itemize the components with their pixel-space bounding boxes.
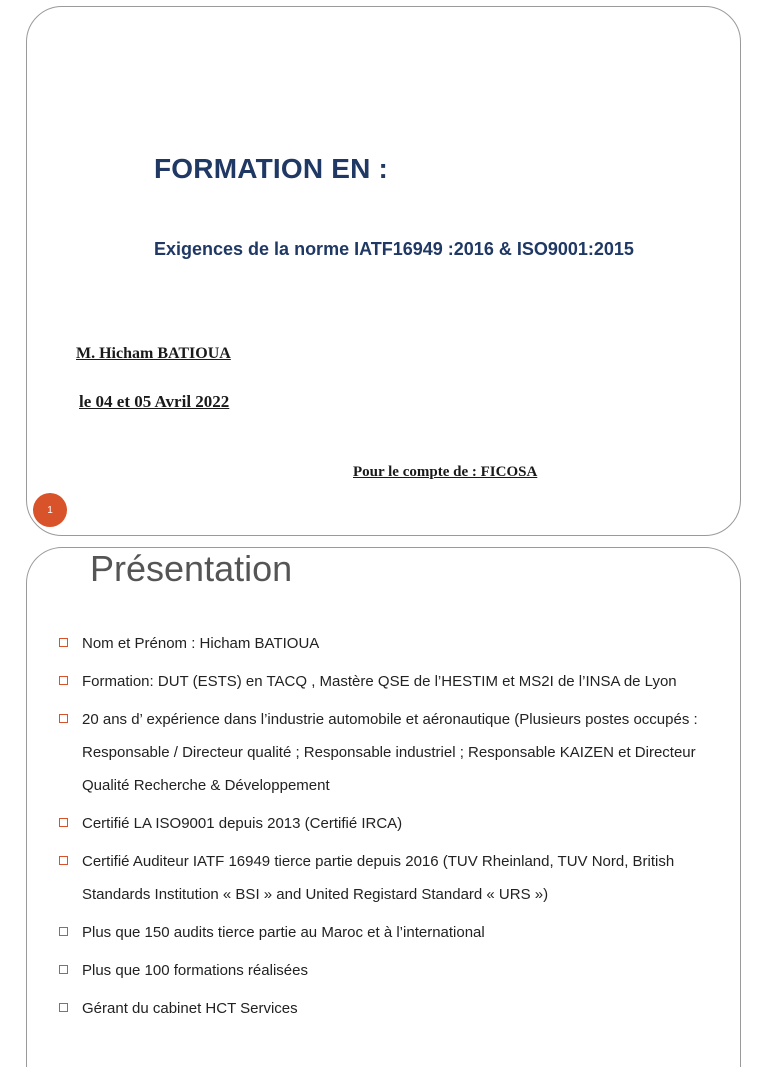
bullet-text: Gérant du cabinet HCT Services <box>82 1000 298 1017</box>
list-item <box>57 703 737 802</box>
list-item <box>57 665 737 698</box>
slide-subtitle: Exigences de la norme IATF16949 :2016 & ISO9001:2015 <box>154 239 634 259</box>
checkbox-bullet-icon <box>59 856 68 865</box>
bullet-text: Formation: DUT (ESTS) en TACQ , Mastère QSE de l’HESTIM et MS2I de l’INSA de Lyon <box>82 673 677 690</box>
bullet-text: Nom et Prénom : Hicham BATIOUA <box>82 635 320 652</box>
bullet-text: Certifié LA ISO9001 depuis 2013 (Certifié IRCA) <box>82 815 403 832</box>
checkbox-bullet-icon <box>59 638 68 647</box>
slide-title: FORMATION EN : <box>154 153 389 184</box>
bullet-text: 20 ans d’ expérience dans l’industrie automobile et aéronautique (Plusieurs postes occupés : Responsable / Directeur qualité ; Responsable industriel ; Responsable KAIZEN et Directeur Qualité Recherche & Développement <box>82 711 698 794</box>
presenter-name: M. Hicham BATIOUA <box>76 345 231 362</box>
list-item <box>57 916 737 949</box>
bullet-list <box>57 627 737 1030</box>
checkbox-bullet-icon <box>59 818 68 827</box>
training-date: le 04 et 05 Avril 2022 <box>79 392 230 411</box>
checkbox-bullet-icon <box>59 676 68 685</box>
presentation-title: Présentation <box>90 548 293 589</box>
client-line: Pour le compte de : FICOSA <box>353 464 538 480</box>
list-item <box>57 627 737 660</box>
list-item <box>57 992 737 1025</box>
slide-2 <box>26 547 741 1067</box>
slide-1 <box>26 6 741 536</box>
bullet-text: Plus que 150 audits tierce partie au Maroc et à l’international <box>82 924 485 941</box>
list-item <box>57 845 737 911</box>
page-number-badge: 1 <box>33 493 67 527</box>
checkbox-bullet-icon <box>59 1003 68 1012</box>
list-item <box>57 807 737 840</box>
bullet-text: Plus que 100 formations réalisées <box>82 962 308 979</box>
checkbox-bullet-icon <box>59 714 68 723</box>
checkbox-bullet-icon <box>59 927 68 936</box>
bullet-text: Certifié Auditeur IATF 16949 tierce partie depuis 2016 (TUV Rheinland, TUV Nord, British Standards Institution « BSI » and United Registard Standard « URS ») <box>82 853 675 903</box>
list-item <box>57 954 737 987</box>
checkbox-bullet-icon <box>59 965 68 974</box>
